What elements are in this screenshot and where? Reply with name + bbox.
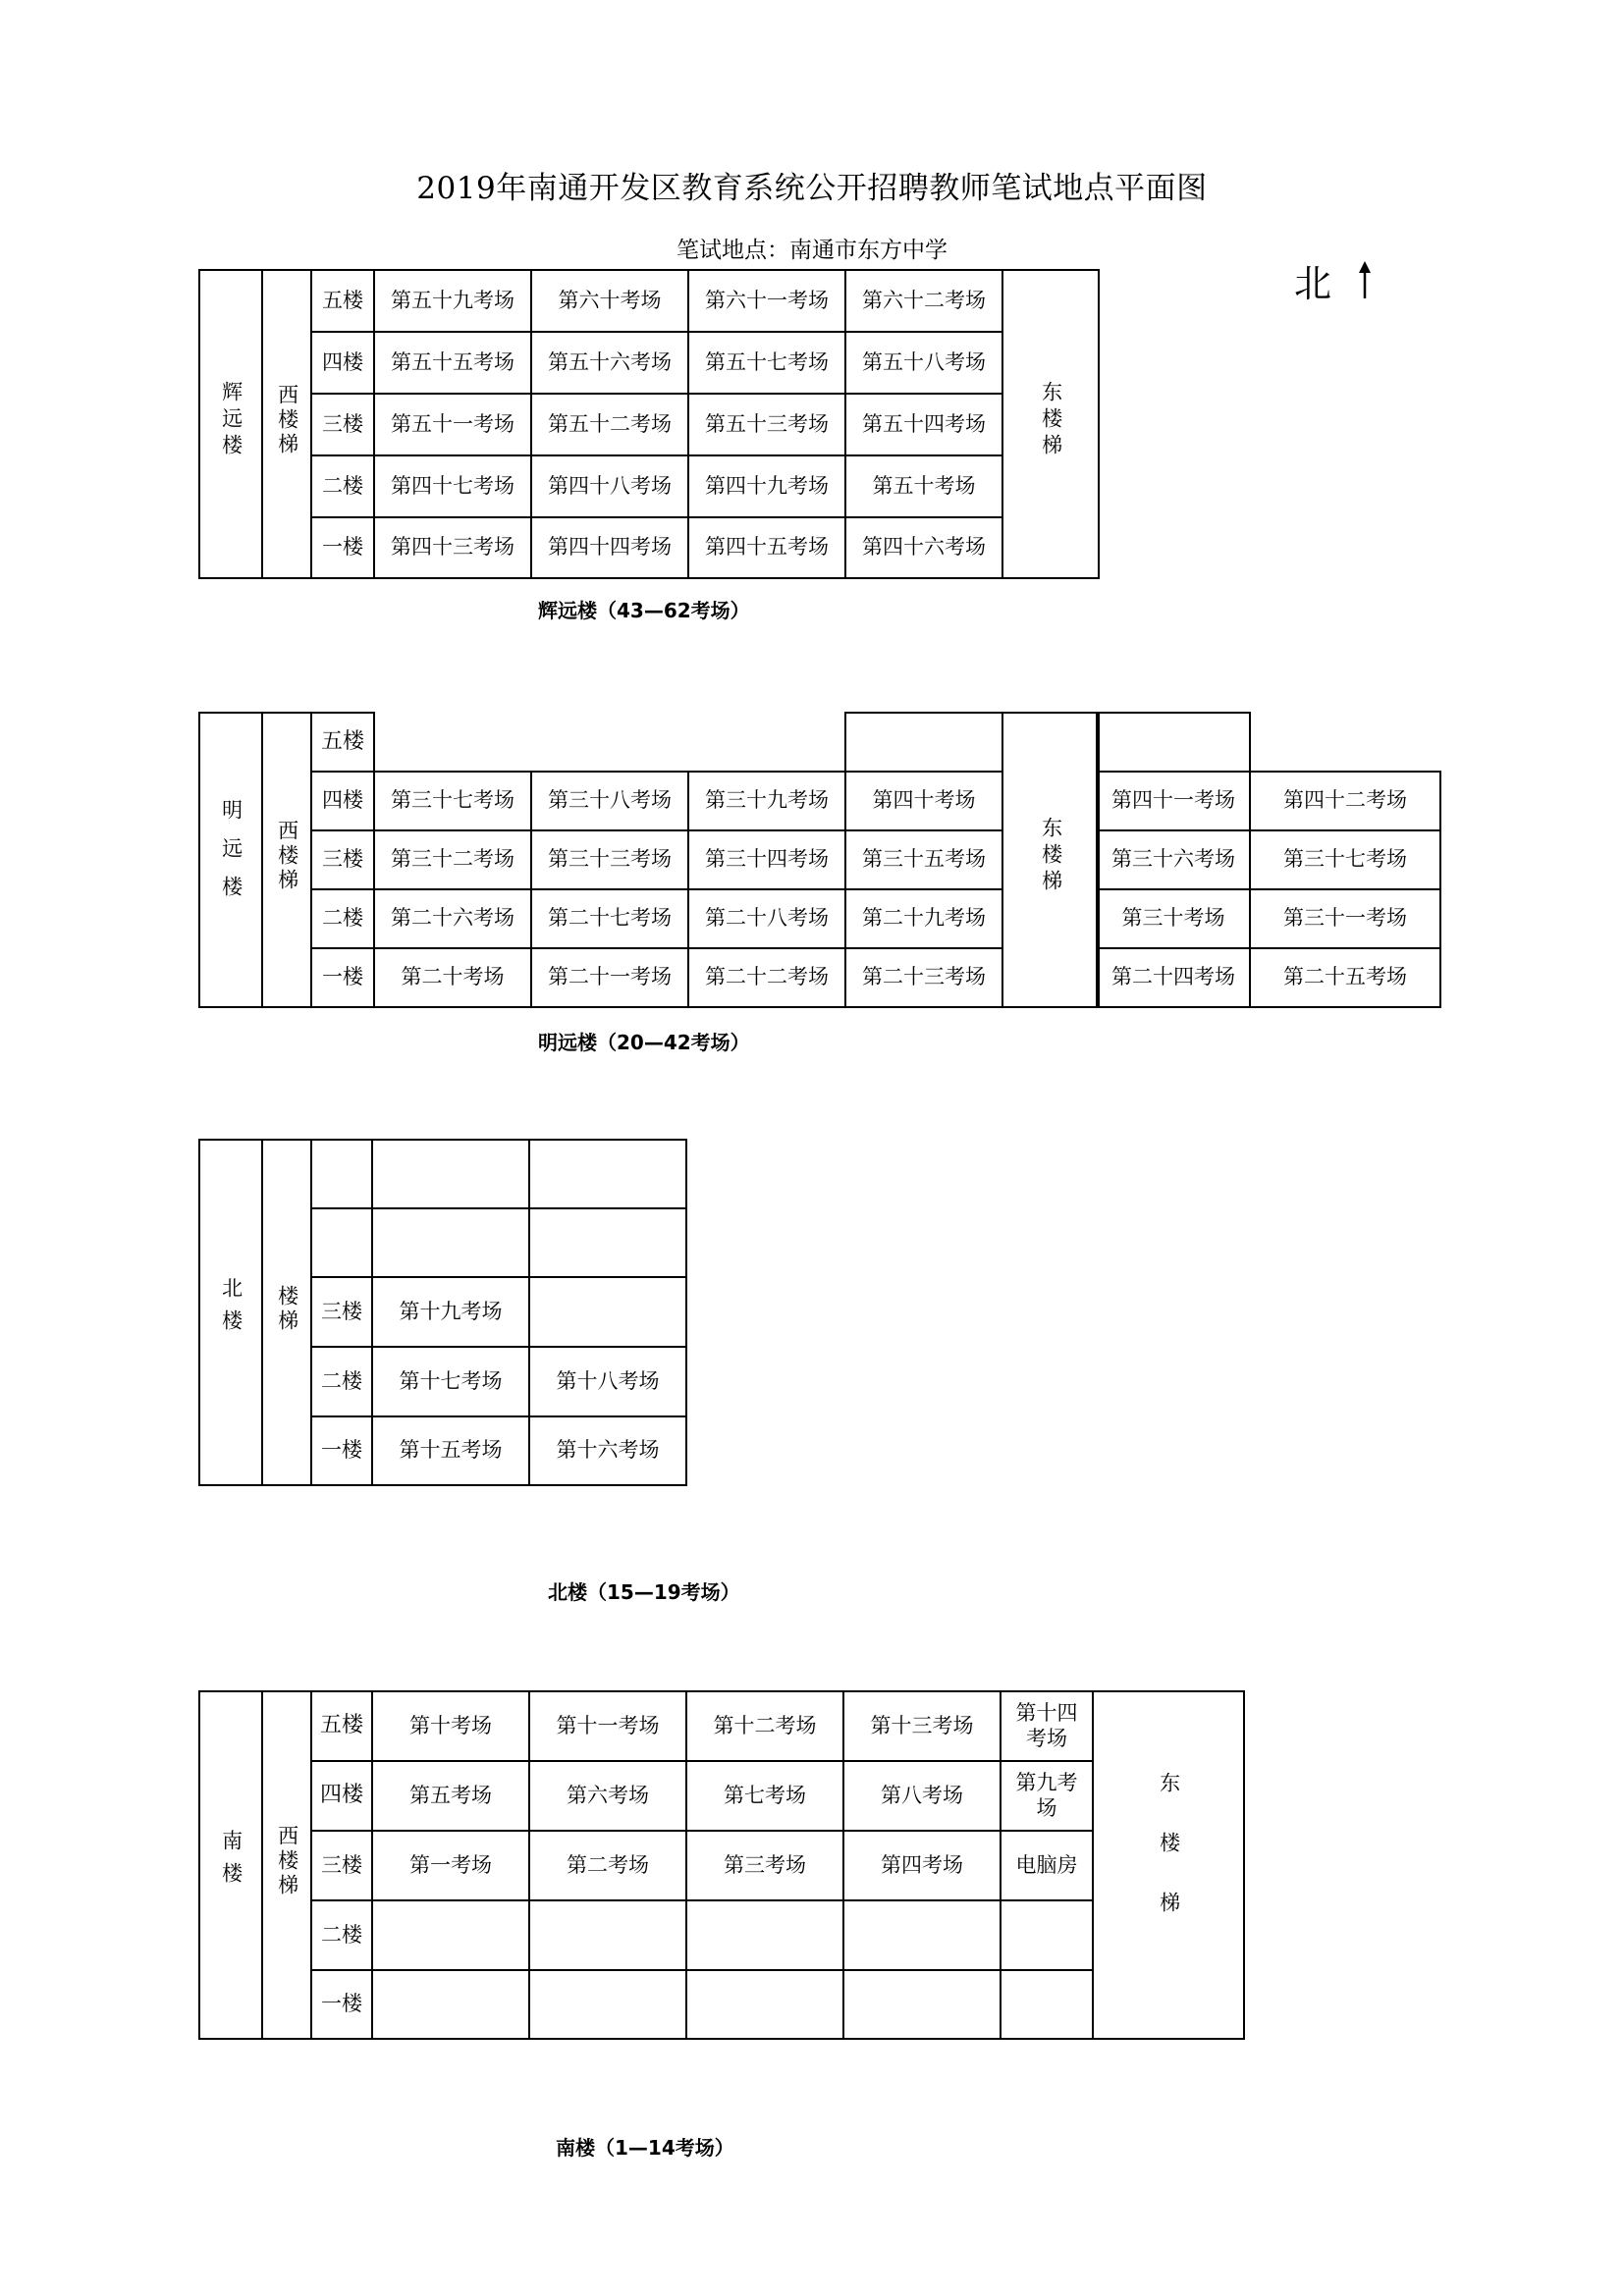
nanlou-name: 南楼: [219, 1829, 244, 1895]
mingyuan-east-stair: [1002, 713, 1099, 1007]
floor-label: 三楼: [311, 830, 374, 889]
exam-room: [529, 1140, 686, 1208]
exam-room: 第四考场: [843, 1831, 1001, 1900]
huiyuan-east-stair: [1002, 270, 1099, 578]
nanlou-west-stair-label: 西楼梯: [275, 1825, 299, 1899]
exam-room: 第三十八考场: [531, 772, 688, 830]
huiyuan-east-stair-label: 东楼梯: [1039, 381, 1063, 461]
exam-room: 第四十考场: [845, 772, 1002, 830]
exam-room: [372, 1970, 529, 2039]
exam-room: 第四十一考场: [1097, 772, 1250, 830]
floor-label: [311, 1208, 372, 1277]
nanlou-west-stair: [262, 1691, 311, 2039]
exam-room: 第六考场: [529, 1761, 686, 1831]
exam-room: 第三十二考场: [374, 830, 531, 889]
exam-room: 第三十三考场: [531, 830, 688, 889]
north-indicator: [1294, 253, 1375, 307]
exam-room: [372, 1208, 529, 1277]
exam-room: 第十九考场: [372, 1277, 529, 1347]
exam-room: 第五十一考场: [374, 394, 531, 455]
exam-room: [529, 1970, 686, 2039]
beilou-table: [198, 1139, 687, 1486]
exam-room: 第三十六考场: [1097, 830, 1250, 889]
floor-label: 三楼: [311, 394, 374, 455]
huiyuan-name: 辉远楼: [219, 381, 244, 461]
exam-room: 第五十考场: [845, 455, 1002, 517]
exam-room: 第四十五考场: [688, 517, 845, 578]
exam-room: [529, 1208, 686, 1277]
floor-label: 二楼: [311, 889, 374, 948]
exam-room: [1001, 1900, 1093, 1970]
floor-label: 一楼: [311, 517, 374, 578]
exam-room: [1001, 1970, 1093, 2039]
exam-room: [529, 1277, 686, 1347]
exam-room: 第十三考场: [843, 1691, 1001, 1761]
exam-room: 第三十七考场: [1250, 830, 1440, 889]
beilou-stair: [262, 1140, 311, 1485]
exam-room: 第二十一考场: [531, 948, 688, 1007]
huiyuan-west-stair: [262, 270, 311, 578]
beilou-stair-label: 楼梯: [275, 1284, 299, 1334]
exam-room: [1001, 1761, 1093, 1831]
huiyuan-west-stair-label: 西楼梯: [275, 384, 299, 458]
exam-room: 第三十四考场: [688, 830, 845, 889]
mingyuan-caption: 明远楼（20—42考场）: [538, 1031, 750, 1054]
exam-room: 第五十四考场: [845, 394, 1002, 455]
exam-room: 第十五考场: [372, 1416, 529, 1485]
exam-room: 第五十八考场: [845, 332, 1002, 394]
beilou-name: 北楼: [219, 1276, 244, 1342]
exam-room: 第一考场: [372, 1831, 529, 1900]
floor-label: 一楼: [311, 948, 374, 1007]
exam-room: 第六十考场: [531, 270, 688, 332]
exam-room: 第四十九考场: [688, 455, 845, 517]
exam-room: 第十考场: [372, 1691, 529, 1761]
exam-room: 第五十七考场: [688, 332, 845, 394]
exam-room: 第四十二考场: [1250, 772, 1440, 830]
floor-label: 三楼: [311, 1831, 372, 1900]
exam-room: 第五十九考场: [374, 270, 531, 332]
exam-room: 第六十二考场: [845, 270, 1002, 332]
nanlou-building-label: [199, 1691, 262, 2039]
floor-label: 二楼: [311, 1900, 372, 1970]
exam-location: 笔试地点：南通市东方中学: [677, 238, 947, 263]
exam-room: 第七考场: [686, 1761, 843, 1831]
mingyuan-name: 明远楼: [219, 799, 244, 915]
beilou-building-label: [199, 1140, 262, 1485]
exam-room: [372, 1900, 529, 1970]
empty-cell: [1250, 713, 1440, 772]
exam-room: 第三十五考场: [845, 830, 1002, 889]
exam-room: 第四十四考场: [531, 517, 688, 578]
exam-room: 第十一考场: [529, 1691, 686, 1761]
page-title: 2019年南通开发区教育系统公开招聘教师笔试地点平面图: [416, 171, 1208, 206]
floor-label: 一楼: [311, 1416, 372, 1485]
empty-room: [1097, 713, 1250, 772]
exam-room: 第四十六考场: [845, 517, 1002, 578]
floor-label: 五楼: [311, 713, 374, 772]
huiyuan-caption: 辉远楼（43—62考场）: [538, 599, 750, 622]
exam-room: [372, 1140, 529, 1208]
mingyuan-west-stair-label: 西楼梯: [275, 820, 299, 894]
floor-label: 三楼: [311, 1277, 372, 1347]
exam-room: 第三考场: [686, 1831, 843, 1900]
floor-label: 四楼: [311, 772, 374, 830]
empty-cell: [374, 713, 531, 772]
exam-room: 第十八考场: [529, 1347, 686, 1416]
exam-room: 第三十七考场: [374, 772, 531, 830]
exam-room: 第四十八考场: [531, 455, 688, 517]
exam-room: 第十七考场: [372, 1347, 529, 1416]
floor-label: 五楼: [311, 1691, 372, 1761]
north-label: 北: [1294, 262, 1332, 305]
floor-label: [311, 1140, 372, 1208]
exam-room: 第三十考场: [1097, 889, 1250, 948]
exam-room: [843, 1970, 1001, 2039]
nanlou-caption: 南楼（1—14考场）: [556, 2136, 734, 2160]
exam-room: 第十六考场: [529, 1416, 686, 1485]
mingyuan-building-label: [199, 713, 262, 1007]
nanlou-table: [198, 1690, 1245, 2040]
exam-room: 第六十一考场: [688, 270, 845, 332]
exam-room: 第五十三考场: [688, 394, 845, 455]
exam-room: [686, 1970, 843, 2039]
floor-label: 四楼: [311, 1761, 372, 1831]
floor-label: 二楼: [311, 455, 374, 517]
exam-room: 第三十九考场: [688, 772, 845, 830]
computer-room: 电脑房: [1001, 1831, 1093, 1900]
empty-cell: [688, 713, 845, 772]
exam-room: [843, 1900, 1001, 1970]
exam-room-label: 第九考场: [1015, 1771, 1078, 1820]
exam-room: 第二十九考场: [845, 889, 1002, 948]
exam-room: 第二十二考场: [688, 948, 845, 1007]
exam-room-label: 第十四考场: [1015, 1701, 1078, 1750]
exam-room: 第二十六考场: [374, 889, 531, 948]
exam-room: 第三十一考场: [1250, 889, 1440, 948]
exam-room: [686, 1900, 843, 1970]
mingyuan-east-wing-table: [1096, 712, 1441, 1008]
north-arrow-icon: [1355, 261, 1375, 300]
floor-label: 二楼: [311, 1347, 372, 1416]
beilou-caption: 北楼（15—19考场）: [548, 1580, 740, 1604]
mingyuan-east-stair-label: 东楼梯: [1039, 817, 1063, 897]
exam-room: 第二十四考场: [1097, 948, 1250, 1007]
exam-room: 第二十五考场: [1250, 948, 1440, 1007]
huiyuan-building-label: [199, 270, 262, 578]
nanlou-east-stair-label: 东楼梯: [1157, 1772, 1181, 1952]
exam-room: 第十二考场: [686, 1691, 843, 1761]
exam-room: 第五十二考场: [531, 394, 688, 455]
exam-room: 第五十五考场: [374, 332, 531, 394]
exam-room: 第五十六考场: [531, 332, 688, 394]
empty-cell: [531, 713, 688, 772]
mingyuan-west-stair: [262, 713, 311, 1007]
exam-room: 第八考场: [843, 1761, 1001, 1831]
exam-room: 第二十七考场: [531, 889, 688, 948]
exam-room: 第二十考场: [374, 948, 531, 1007]
mingyuan-main-table: [198, 712, 1100, 1008]
exam-room: 第四十三考场: [374, 517, 531, 578]
floor-label: 五楼: [311, 270, 374, 332]
exam-room: 第四十七考场: [374, 455, 531, 517]
exam-room: 第二十三考场: [845, 948, 1002, 1007]
exam-room: [529, 1900, 686, 1970]
exam-room: 第二十八考场: [688, 889, 845, 948]
exam-room: 第二考场: [529, 1831, 686, 1900]
exam-room: [1001, 1691, 1093, 1761]
floor-label: 四楼: [311, 332, 374, 394]
nanlou-east-stair: [1093, 1691, 1244, 2039]
empty-room: [845, 713, 1002, 772]
floor-label: 一楼: [311, 1970, 372, 2039]
exam-room: 第五考场: [372, 1761, 529, 1831]
huiyuan-building-table: [198, 269, 1100, 579]
